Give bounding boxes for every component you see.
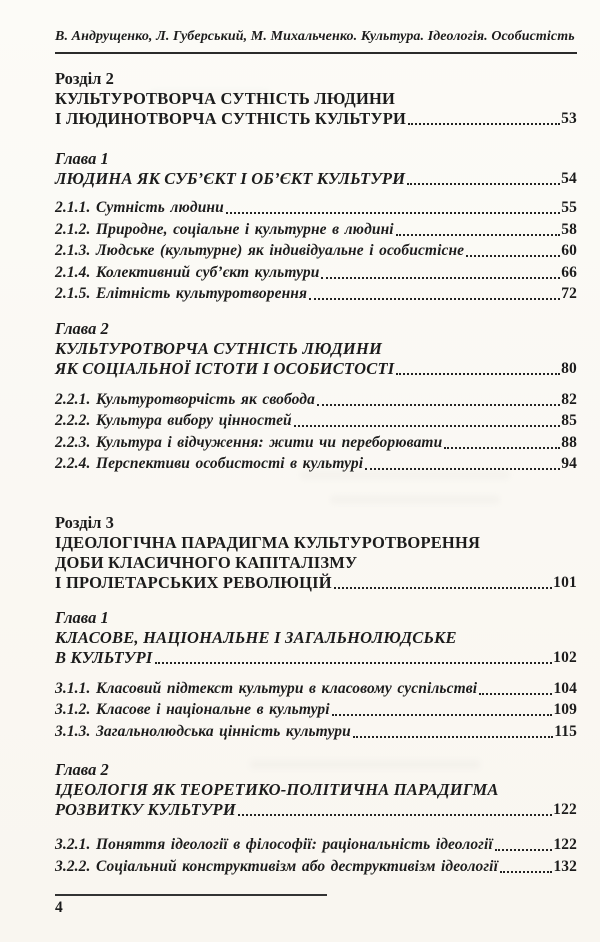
entry-title: 2.2.1. Культуротворчість як свобода [55,390,315,408]
section-title-line: ДОБИ КЛАСИЧНОГО КАПІТАЛІЗМУ [55,552,358,572]
dot-leader [294,425,561,427]
chapter-label: Глава 2 [55,760,109,779]
page-number: 102 [553,648,577,666]
dot-leader [408,123,560,125]
entry-title: 2.1.4. Колективний суб’єкт культури [55,263,320,281]
page-number: 72 [561,285,577,302]
chapter-label: Глава 1 [55,149,109,168]
entry-title: 3.1.3. Загальнолюдська цінність культури [55,722,351,740]
page-number: 94 [561,455,577,472]
chapter-title-line: РОЗВИТКУ КУЛЬТУРИ [55,800,236,819]
entry-title: 3.2.2. Соціальний конструктивізм або деструктивізм ідеології [55,857,498,875]
toc-entry [55,432,577,454]
section-title-line: КУЛЬТУРОТВОРЧА СУТНІСТЬ ЛЮДИНИ [55,89,396,108]
toc-chapter-3-1 [55,608,577,668]
toc-entry [55,219,577,241]
chapter-title-row [55,800,577,820]
footer-page-number: 4 [55,899,63,916]
page-number: 122 [553,836,577,853]
section-title-line: І ЛЮДИНОТВОРЧА СУТНІСТЬ КУЛЬТУРИ [55,109,407,128]
entry-title: 2.2.3. Культура і відчуження: жити чи переборювати [55,433,443,451]
toc-section-rozdil-2 [55,69,577,129]
dot-leader [309,298,560,300]
page-number: 85 [561,412,577,429]
running-header: В. Андрущенко, Л. Губерський, М. Михальченко. Культура. Ідеологія. Особистість [55,28,577,54]
toc-chapter-2-2 [55,319,577,379]
dot-leader [317,404,560,406]
section-label: Розділ 3 [55,512,114,532]
toc-entry [55,678,577,700]
dot-leader [226,212,560,214]
page-number: 66 [561,263,577,281]
toc-entries-2-2 [55,389,577,475]
page-number: 122 [553,801,577,818]
dot-leader [332,714,553,716]
dot-leader [407,183,560,185]
page-number: 109 [553,701,577,718]
dot-leader [353,736,554,738]
chapter-title-row [55,648,577,668]
page-number: 88 [561,433,577,451]
dot-leader [238,814,552,816]
page-number: 82 [561,390,577,408]
entry-title: 2.1.5. Елітність культуротворення [55,285,308,302]
chapter-label: Глава 1 [55,607,109,627]
entry-title: 2.2.4. Перспективи особистості в культурі [55,455,364,472]
toc-chapter-3-2 [55,760,577,820]
dot-leader [365,468,560,470]
entry-title: 3.1.1. Класовий підтекст культури в класовому суспільстві [55,679,478,697]
section-title-row [55,109,577,129]
dot-leader [334,587,552,589]
page-number: 54 [561,170,577,187]
toc-entry [55,197,577,219]
page-number: 115 [554,722,577,740]
toc-entry [55,856,577,878]
chapter-title-line: КЛАСОВЕ, НАЦІОНАЛЬНЕ І ЗАГАЛЬНОЛЮДСЬКЕ [55,627,457,647]
toc-section-rozdil-3 [55,513,577,593]
toc-entry [55,453,577,475]
dot-leader [495,849,553,851]
toc-entry [55,283,577,305]
dot-leader [396,373,560,375]
toc-entry [55,410,577,432]
toc-entry [55,721,577,743]
toc-entry [55,699,577,721]
dot-leader [396,234,561,236]
chapter-title-line: ІДЕОЛОГІЯ ЯК ТЕОРЕТИКО-ПОЛІТИЧНА ПАРАДИГМА [55,780,499,799]
chapter-title-row [55,359,577,379]
toc-chapter-2-1 [55,149,577,189]
toc-entries-3-2 [55,834,577,877]
section-title-line: І ПРОЛЕТАРСЬКИХ РЕВОЛЮЦІЙ [55,572,332,592]
page-number: 60 [561,242,577,259]
toc-entry [55,389,577,411]
page-content [55,28,577,877]
entry-title: 3.2.1. Поняття ідеології в філософії: раціональність ідеології [55,836,493,853]
entry-title: 3.1.2. Класове і національне в культурі [55,701,330,718]
page-number: 58 [561,220,577,238]
toc-entry [55,834,577,856]
entry-title: 2.1.1. Сутність людини [55,199,224,216]
chapter-title-line: В КУЛЬТУРІ [55,647,153,667]
dot-leader [321,277,560,279]
dot-leader [444,447,560,449]
chapter-title-line: КУЛЬТУРОТВОРЧА СУТНІСТЬ ЛЮДИНИ [55,338,383,358]
toc-entry [55,240,577,262]
section-title-row [55,573,577,593]
chapter-title-row [55,169,577,189]
chapter-title-line: ЛЮДИНА ЯК СУБ’ЄКТ І ОБ’ЄКТ КУЛЬТУРИ [55,169,406,188]
entry-title: 2.1.2. Природне, соціальне і культурне в людині [55,220,394,238]
dot-leader [479,693,552,695]
section-label: Розділ 2 [55,69,114,88]
page-number: 132 [553,857,577,875]
page-footer [55,894,327,918]
toc-entries-3-1 [55,678,577,743]
entry-title: 2.2.2. Культура вибору цінностей [55,412,292,429]
toc-entry [55,262,577,284]
page-number: 53 [561,110,577,127]
toc-entries-2-1 [55,197,577,305]
page-number: 101 [553,573,577,591]
entry-title: 2.1.3. Людське (культурне) як індивідуальне і особистісне [55,242,465,259]
page-number: 55 [561,199,577,216]
dot-leader [155,662,553,664]
section-title-line: ІДЕОЛОГІЧНА ПАРАДИГМА КУЛЬТУРОТВОРЕННЯ [55,532,481,552]
chapter-label: Глава 2 [55,318,109,338]
dot-leader [500,871,552,873]
page-number: 104 [553,679,577,697]
chapter-title-line: ЯК СОЦІАЛЬНОЇ ІСТОТИ І ОСОБИСТОСТІ [55,358,395,378]
dot-leader [466,255,560,257]
page-number: 80 [561,359,577,377]
